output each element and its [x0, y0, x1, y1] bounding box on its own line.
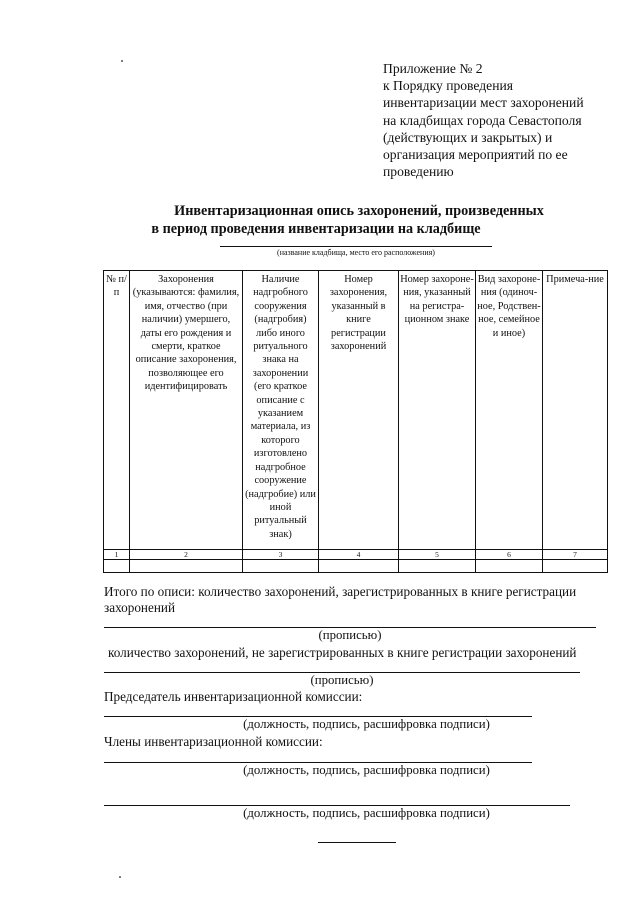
inventory-table — [103, 270, 608, 573]
member2-signature-caption: (должность, подпись, расшифровка подписи) — [243, 806, 490, 820]
column-number: 2 — [130, 550, 243, 560]
document-title-line2: в период проведения инвентаризации на кладбище — [151, 221, 481, 237]
member1-signature-caption: (должность, подпись, расшифровка подписи) — [243, 763, 490, 777]
summary-registered-text: Итого по описи: количество захоронений, зарегистрированных в книге регистрации — [104, 584, 577, 599]
members-label: Члены инвентаризационной комиссии: — [104, 734, 323, 749]
appendix-line: проведению — [383, 164, 454, 180]
registered-count-caption: (прописью) — [318, 628, 382, 642]
column-number: 6 — [476, 550, 543, 560]
header-cell-monument: Наличие надгробного сооружения (надгробия) либо иного ритуального знака на захоронении (его краткое описание с указанием материала, из которого изготовлено надгробное сооружение (надгробие) или иной ритуальный знак) — [243, 271, 319, 550]
scan-speck — [119, 876, 121, 878]
table-column-numbers-row — [104, 550, 608, 560]
chairman-label: Председатель инвентаризационной комиссии: — [104, 689, 363, 704]
appendix-line: на кладбищах города Севастополя — [383, 112, 582, 128]
table-cell — [476, 560, 543, 573]
table-cell — [243, 560, 319, 573]
document-title-line1: Инвентаризационная опись захоронений, произведенных — [174, 203, 544, 219]
header-cell-note: Примеча-ние — [543, 271, 608, 550]
table-cell — [399, 560, 476, 573]
table-cell — [319, 560, 399, 573]
table-cell — [130, 560, 243, 573]
header-cell-burial-type: Вид захороне-ния (одиноч-ное, Родствен-ное, семейное и иное) — [476, 271, 543, 550]
column-number: 4 — [319, 550, 399, 560]
header-cell-number: № п/п — [104, 271, 130, 550]
unregistered-count-caption: (прописью) — [310, 673, 374, 687]
summary-registered-text-cont: захоронений — [104, 600, 176, 615]
appendix-line: организация мероприятий по ее — [383, 147, 568, 163]
column-number: 3 — [243, 550, 319, 560]
chairman-signature-caption: (должность, подпись, расшифровка подписи) — [243, 717, 490, 731]
appendix-line: Приложение № 2 — [383, 61, 483, 76]
column-number: 5 — [399, 550, 476, 560]
column-number: 1 — [104, 550, 130, 560]
cemetery-name-line — [220, 246, 492, 247]
table-header-row — [104, 271, 608, 550]
table-row — [104, 560, 608, 573]
scan-speck — [121, 60, 123, 62]
header-cell-sign-number: Номер захороне-ния, указанный на регистра-ционном знаке — [399, 271, 476, 550]
header-cell-burial: Захоронения (указываются: фамилия, имя, отчество (при наличии) умершего, даты его рождения и смерти, краткое описание захоронения, позволяющее его идентифицировать — [130, 271, 243, 550]
appendix-line: к Порядку проведения — [383, 78, 514, 94]
end-divider — [318, 842, 396, 843]
appendix-header — [383, 60, 623, 180]
appendix-line: (действующих и закрытых) и — [383, 129, 553, 145]
column-number: 7 — [543, 550, 608, 560]
appendix-line: инвентаризации мест захоронений — [383, 95, 584, 111]
table-cell — [543, 560, 608, 573]
header-cell-book-number: Номер захоронения, указанный в книге регистрации захоронений — [319, 271, 399, 550]
summary-unregistered-text: количество захоронений, не зарегистрированных в книге регистрации захоронений — [108, 645, 577, 660]
table-cell — [104, 560, 130, 573]
cemetery-name-caption: (название кладбища, место его расположения) — [277, 248, 435, 257]
